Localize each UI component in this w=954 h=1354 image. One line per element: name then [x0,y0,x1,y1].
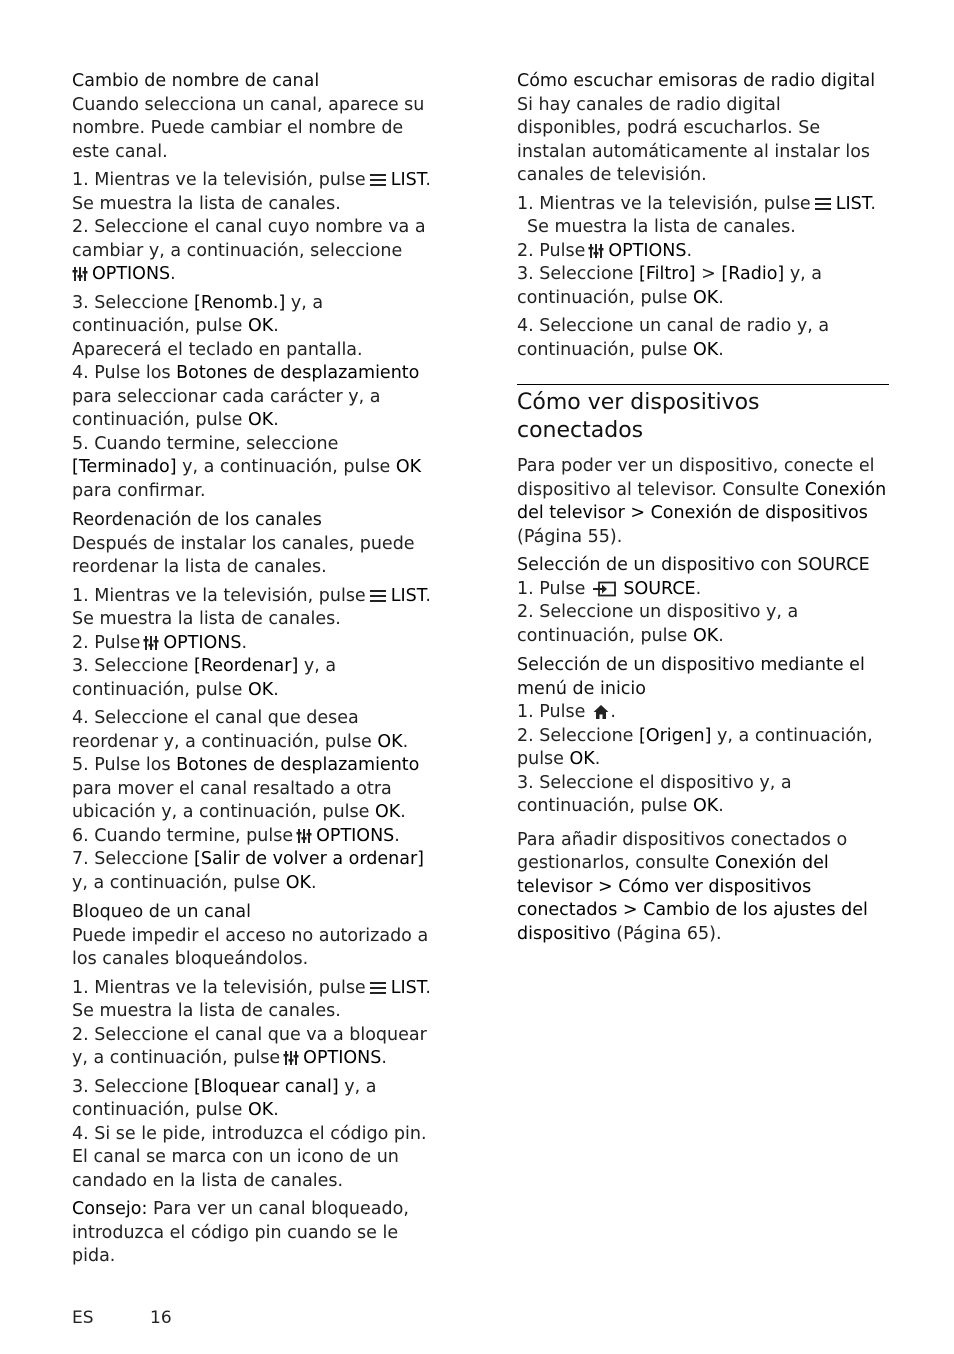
lock-steps-1-2: 1. Mientras ve la televisión, pulse LIST. Se muestra la lista de canales. 2. Seleccione el canal que va a bloquear y, a continuación, pulse OPTIONS. [72,977,431,1068]
radio-step-4: 4. Seleccione un canal de radio y, a continuación, pulse OK. [517,316,830,360]
section-title-reorder: Reordenación de los canales [72,510,322,530]
source-icon [593,581,617,597]
options-icon [283,1050,299,1066]
source-steps: 1. Pulse SOURCE. 2. Seleccione un dispositivo y, a continuación, pulse OK. [517,578,799,646]
options-icon [143,635,159,651]
rename-step-3: 3. Seleccione [Renomb.] y, a continuación, pulse OK. Aparecerá el teclado en pantalla. 4. Pulse los Botones de desplazamiento para seleccionar cada carácter y, a continuación, pulse OK. 5. Cuando termine, seleccione [Terminado] y, a continuación, pulse OK para confirmar. [72,292,422,501]
section-title-source: Selección de un dispositivo con SOURCE [517,555,870,575]
options-icon [588,243,604,259]
add-devices-note: Para añadir dispositivos conectados o gestionarlos, consulte Conexión del televisor > Cómo ver dispositivos conectados > Cambio de los ajustes del dispositivo (Página 65). [517,829,868,944]
devices-intro: Para poder ver un dispositivo, conecte el dispositivo al televisor. Consulte Conexión del televisor > Conexión de dispositivos (Página 55). [517,456,887,547]
left-column [72,70,444,1274]
section-title-lock: Bloqueo de un canal [72,902,252,922]
rename-intro: Cuando selecciona un canal, aparece su nombre. Puede cambiar el nombre de este canal. [72,94,425,162]
list-icon [369,980,387,996]
radio-steps-1-3: 1. Mientras ve la televisión, pulse LIST. Se muestra la lista de canales. 2. Pulse OPTIONS. 3. Seleccione [Filtro] > [Radio] y, a continuación, pulse OK. [517,193,876,308]
footer-page-number: 16 [150,1308,172,1328]
options-icon [72,266,88,282]
rename-step-1: 1. Mientras ve la televisión, pulse LIST. Se muestra la lista de canales. 2. Seleccione el canal cuyo nombre va a cambiar y, a continuación, seleccione OPTIONS. [72,170,431,284]
reorder-steps-4-7: 4. Seleccione el canal que desea reordenar y, a continuación, pulse OK. 5. Pulse los Botones de desplazamiento para mover el canal resaltado a otra ubicación y, a continuación, pulse OK. 6. Cuando termine, pulse OPTIONS. 7. Seleccione [Salir de volver a ordenar] y, a continuación, pulse OK. [72,708,424,893]
list-icon [814,196,832,212]
home-icon [593,704,609,720]
section-heading-devices: Cómo ver dispositivos conectados [517,384,889,445]
list-icon [369,172,387,188]
reorder-intro: Después de instalar los canales, puede reordenar la lista de canales. [72,533,415,577]
footer-language: ES [72,1308,94,1328]
lock-tip: Consejo: Para ver un canal bloqueado, introduzca el código pin cuando se le pida. [72,1199,409,1266]
section-title-rename: Cambio de nombre de canal [72,71,320,91]
options-icon [296,828,312,844]
lock-intro: Puede impedir el acceso no autorizado a los canales bloqueándolos. [72,925,429,969]
home-steps: 1. Pulse . 2. Seleccione [Origen] y, a continuación, pulse OK. 3. Seleccione el dispositivo y, a continuación, pulse OK. [517,702,873,816]
reorder-steps-1-3: 1. Mientras ve la televisión, pulse LIST. Se muestra la lista de canales. 2. Pulse OPTIONS. 3. Seleccione [Reordenar] y, a continuación, pulse OK. [72,585,431,700]
section-title-home: Selección de un dispositivo mediante el menú de inicio [517,655,865,699]
radio-intro: Si hay canales de radio digital disponibles, podrá escucharlos. Se instalan automáticamente al instalar los canales de televisión. [517,94,871,185]
list-icon [369,588,387,604]
lock-steps-3-4: 3. Seleccione [Bloquear canal] y, a continuación, pulse OK. 4. Si se le pide, introduzca el código pin. El canal se marca con un icono de un candado en la lista de canales. [72,1076,427,1191]
link-connect-devices[interactable]: Conexión del televisor > Conexión de dispositivos [517,479,887,523]
section-title-radio: Cómo escuchar emisoras de radio digital [517,71,876,91]
link-change-device-settings[interactable]: Conexión del televisor > Cómo ver dispositivos conectados > Cambio de los ajustes del dispositivo [517,853,868,944]
right-column [517,70,889,951]
